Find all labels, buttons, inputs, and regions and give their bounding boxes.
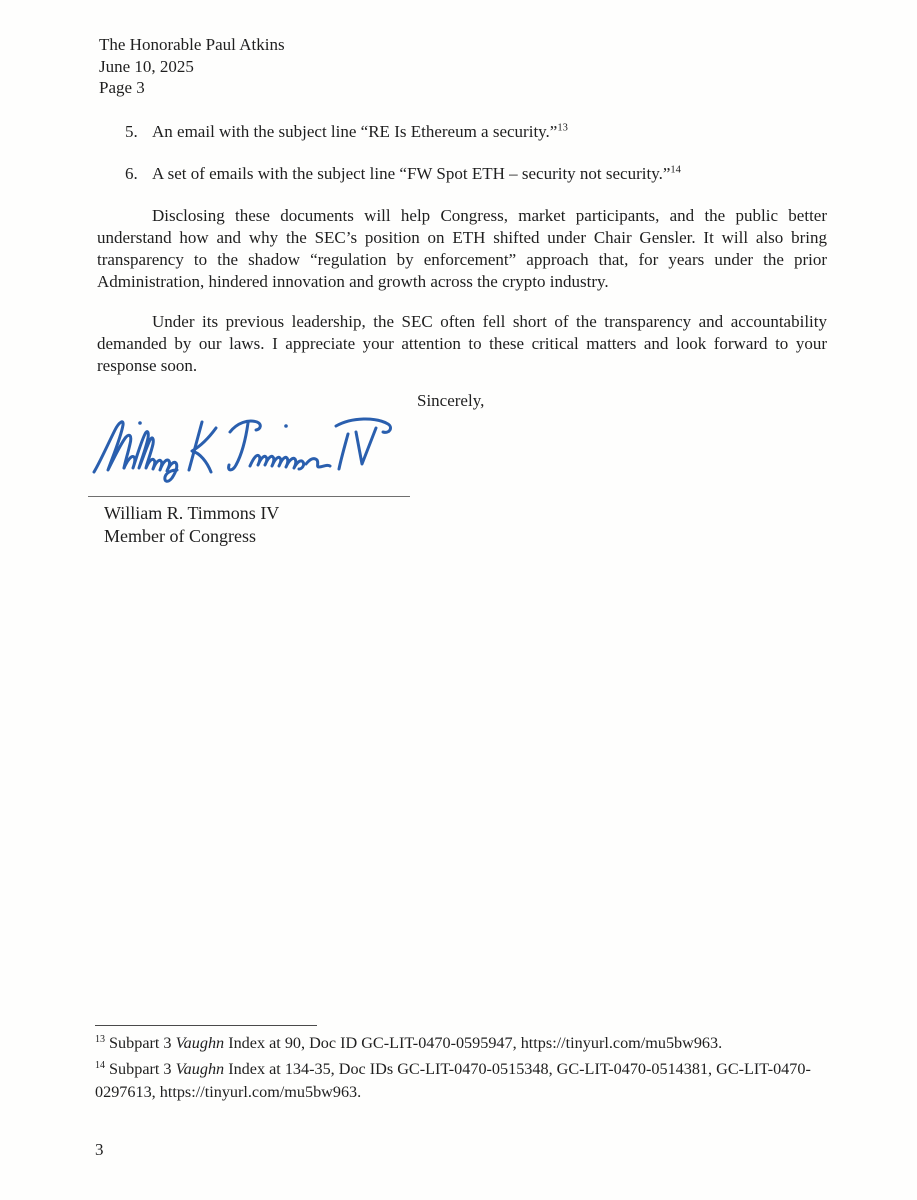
valediction: Sincerely, — [417, 391, 485, 410]
handwritten-signature — [90, 410, 400, 502]
signer-title: Member of Congress — [104, 525, 256, 546]
page-label: Page 3 — [99, 78, 145, 97]
footnote-divider — [95, 1025, 317, 1026]
footnote-italic-text: Vaughn — [175, 1034, 225, 1052]
footnote-marker: 14 — [95, 1059, 106, 1071]
list-item-number: 6. — [125, 164, 138, 183]
list-item — [125, 163, 830, 184]
footnote-text: Index at 90, Doc ID GC-LIT-0470-0595947, https://tinyurl.com/mu5bw963. — [224, 1034, 723, 1052]
signer-name: William R. Timmons IV — [104, 503, 280, 523]
footnote-text: Subpart 3 — [109, 1060, 176, 1078]
recipient-name: The Honorable Paul Atkins — [99, 35, 285, 54]
list-item — [125, 121, 830, 142]
footnote-text: Subpart 3 — [109, 1034, 176, 1052]
list-item-text: A set of emails with the subject line “FW Spot ETH – security not security.” — [152, 164, 671, 183]
signer-block — [104, 502, 279, 547]
footnote — [95, 1058, 827, 1104]
letter-date: June 10, 2025 — [99, 56, 194, 76]
page-number: 3 — [95, 1140, 104, 1159]
list-item-text: An email with the subject line “RE Is Ethereum a security.” — [152, 122, 558, 141]
footnote-italic-text: Vaughn — [175, 1060, 225, 1078]
footnote-ref: 13 — [557, 122, 568, 134]
body-paragraph: Under its previous leadership, the SEC often fell short of the transparency and accountability demanded by our laws. I appreciate your attention to these critical matters and look forward to your response soon. — [97, 312, 827, 375]
footnote-text: Index at 134-35, Doc IDs GC-LIT-0470-0515348, GC-LIT-0470-0514381, GC-LIT-0470-0297613, https://tinyurl.com/mu5bw963. — [95, 1060, 811, 1101]
letter-header — [99, 34, 285, 99]
footnote — [95, 1032, 827, 1055]
signature-ink-svg — [90, 410, 400, 502]
signature-line — [88, 496, 410, 497]
body-paragraph: Disclosing these documents will help Congress, market participants, and the public better understand how and why the SEC’s position on ETH shifted under Chair Gensler. It will also bring transparency to the shadow “regulation by enforcement” approach that, for years under the prior Administration, hindered innovation and growth across the crypto industry. — [97, 206, 827, 291]
list-item-number: 5. — [125, 122, 138, 141]
footnote-marker: 13 — [95, 1033, 106, 1045]
footnote-ref: 14 — [670, 164, 681, 176]
footnotes-section — [95, 1032, 827, 1107]
